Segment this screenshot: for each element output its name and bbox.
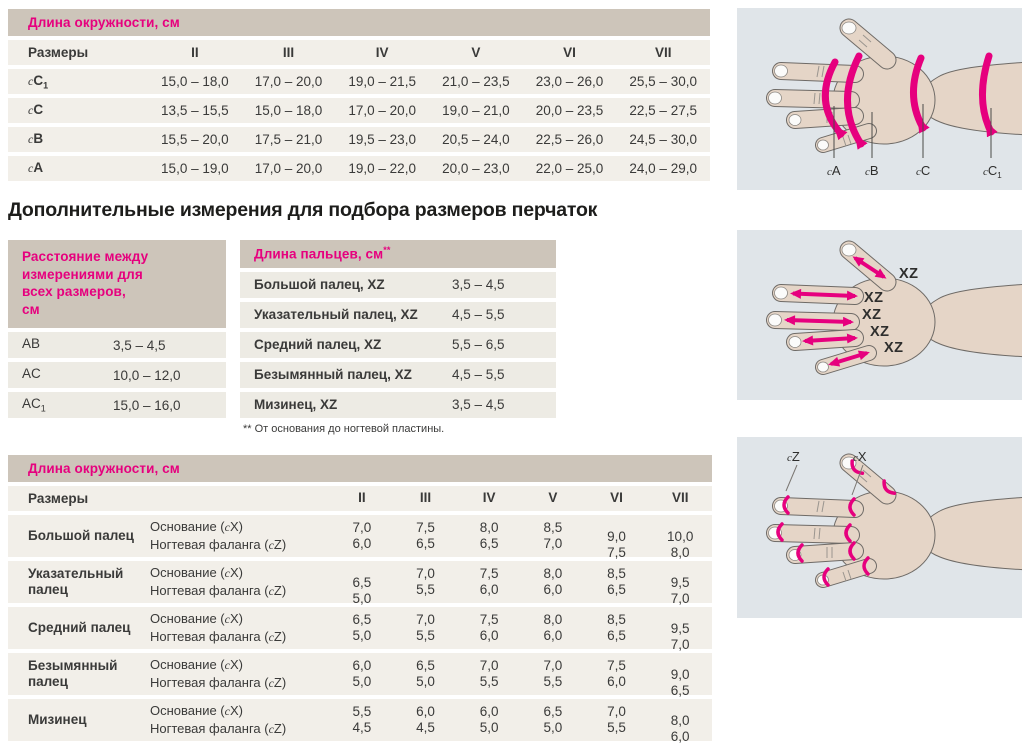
range-cell: 20,0 – 23,5 [535, 103, 604, 118]
table-title: Длина окружности, см [28, 461, 180, 476]
table-row [8, 127, 710, 152]
value-pair-cell: 8,0 6,0 [670, 712, 690, 744]
range-cell: 5,5 – 6,5 [452, 337, 505, 352]
row-label: Безымянный палец [28, 658, 118, 689]
measure-label-cA: cA [827, 163, 841, 178]
size-col-header: VI [610, 490, 623, 506]
table-row [240, 392, 556, 418]
hand-illustration [769, 457, 1023, 585]
value-pair-cell: 8,0 6,5 [479, 519, 499, 551]
range-cell: 4,5 – 5,5 [452, 367, 505, 382]
range-cell: 24,0 – 29,0 [629, 161, 697, 176]
row-label: cC [28, 101, 44, 117]
xz-label-pinky: XZ [884, 340, 904, 356]
table-row [8, 515, 712, 560]
size-col-header: IV [375, 45, 389, 60]
range-cell: 21,0 – 23,5 [442, 74, 510, 89]
value-pair-cell: 9,0 6,5 [670, 666, 690, 698]
range-cell: 15,0 – 18,0 [161, 74, 229, 89]
table-row [8, 332, 226, 358]
xz-label-middle: XZ [862, 307, 882, 323]
measure-labels: Основание (cX) Ногтевая фаланга (cZ) [150, 657, 287, 690]
hand-diagram-finger-circumferences [737, 437, 1022, 618]
value-pair-cell: 8,0 6,0 [543, 611, 563, 643]
value-pair-cell: 6,0 5,0 [479, 703, 499, 735]
xz-label-thumb: XZ [899, 266, 919, 282]
table-row [8, 699, 712, 744]
value-pair-cell: 6,5 5,0 [352, 611, 372, 643]
circumference-table-top [8, 9, 710, 181]
row-label: Мизинец [28, 712, 87, 727]
measure-label-cB: cB [865, 163, 879, 178]
size-col-header: IV [482, 490, 496, 506]
value-pair-cell: 7,0 5,5 [416, 565, 435, 597]
size-header-row [8, 40, 710, 65]
value-pair-cell: 9,0 7,5 [607, 528, 626, 560]
value-pair-cell: 8,0 6,0 [543, 565, 563, 597]
value-pair-cell: 7,0 5,5 [543, 657, 563, 689]
row-label: $cC_1$ [28, 72, 49, 91]
value-pair-cell: 6,0 5,0 [352, 657, 372, 689]
measure-labels: Основание (cX) Ногтевая фаланга (cZ) [150, 519, 287, 552]
range-cell: 15,0 – 18,0 [254, 103, 323, 118]
value-pair-cell: 8,5 6,5 [607, 565, 626, 597]
range-cell: 3,5 – 4,5 [452, 277, 505, 292]
range-cell: 20,0 – 23,0 [442, 161, 510, 176]
measure-label-cC1: $cC_1$ [983, 163, 1002, 180]
row-label: Большой палец [28, 528, 134, 543]
range-cell: 19,0 – 21,0 [442, 103, 510, 118]
table-row [8, 98, 710, 123]
row-label: Мизинец, XZ [254, 397, 338, 412]
range-cell: 13,5 – 15,5 [161, 103, 229, 118]
table-row [240, 332, 556, 358]
title-line: всех размеров, [22, 284, 126, 299]
table-row [8, 362, 226, 388]
range-cell: 17,5 – 21,0 [254, 132, 323, 147]
measure-label-cC: cC [916, 163, 931, 178]
row-label: cA [28, 159, 44, 175]
table-row [8, 561, 712, 606]
value-pair-cell: 7,0 5,5 [416, 611, 435, 643]
circumference-table-fingers [8, 455, 712, 744]
range-cell: 15,5 – 20,0 [161, 132, 229, 147]
size-header-row [8, 486, 712, 511]
value-pair-cell: 7,0 5,5 [607, 703, 626, 735]
range-cell: 22,5 – 26,0 [535, 132, 604, 147]
table-title-bar [8, 9, 710, 36]
range-cell: 19,0 – 21,5 [348, 74, 416, 89]
title-line: измерениями для [22, 266, 143, 282]
section-title: Дополнительные измерения для подбора размеров перчаток [8, 199, 598, 221]
value-pair-cell: 10,0 8,0 [667, 528, 694, 560]
range-cell: 17,0 – 20,0 [254, 74, 323, 89]
value-pair-cell: 6,0 4,5 [416, 703, 435, 735]
value-pair-cell: 8,5 6,5 [607, 611, 626, 643]
table-title: Длина окружности, см [28, 15, 180, 30]
table-row [8, 69, 710, 94]
size-col-header: VII [671, 490, 689, 506]
size-col-header: II [358, 490, 366, 506]
sizes-label: Размеры [28, 491, 89, 506]
title-line: Расстояние между [22, 249, 149, 264]
range-cell: 19,0 – 22,0 [348, 161, 416, 176]
value-pair-cell: 6,5 5,0 [352, 574, 372, 606]
range-cell: 17,0 – 20,0 [348, 103, 416, 118]
row-label: AC [22, 366, 41, 382]
size-col-header: II [191, 45, 199, 60]
range-cell: 15,0 – 16,0 [113, 397, 181, 413]
range-cell: 3,5 – 4,5 [452, 397, 505, 412]
table-title-bar [8, 240, 226, 328]
table-title-bar [8, 455, 712, 482]
value-pair-cell: 8,5 7,0 [543, 519, 563, 551]
measure-label-cZ: cZ [787, 449, 800, 464]
range-cell: 24,5 – 30,0 [629, 132, 697, 147]
table-row [240, 302, 556, 328]
value-pair-cell: 7,5 6,5 [416, 519, 435, 551]
measure-labels: Основание (cX) Ногтевая фаланга (cZ) [150, 565, 287, 598]
table-row [8, 392, 226, 418]
footnote: ** От основания до ногтевой пластины. [243, 423, 445, 435]
range-cell: 25,5 – 30,0 [629, 74, 697, 89]
row-label: Безымянный палец, XZ [254, 367, 412, 382]
range-cell: 15,0 – 19,0 [161, 161, 229, 176]
table-title-bar: Длина пальцев, см** [240, 240, 556, 268]
size-col-header: VII [654, 45, 672, 60]
sizes-label: Размеры [28, 45, 89, 60]
size-col-header: III [282, 45, 295, 60]
size-col-header: V [471, 45, 481, 60]
row-label: Средний палец [28, 620, 131, 635]
range-cell: 22,5 – 27,5 [629, 103, 697, 118]
table-row [240, 362, 556, 388]
row-label: Средний палец, XZ [254, 337, 382, 352]
title-line: см [22, 301, 40, 317]
size-col-header: VI [563, 45, 576, 60]
distance-table [8, 240, 226, 418]
row-label: AB [22, 336, 41, 352]
value-pair-cell: 9,5 7,0 [670, 574, 690, 606]
xz-label-ring: XZ [870, 324, 890, 340]
range-cell: 23,0 – 26,0 [535, 74, 604, 89]
measure-labels: Основание (cX) Ногтевая фаланга (cZ) [150, 703, 287, 736]
value-pair-cell: 9,5 7,0 [670, 620, 690, 652]
row-label: Указательный палец [28, 566, 124, 597]
size-col-header: V [548, 490, 558, 506]
table-row [240, 272, 556, 298]
size-col-header: III [419, 490, 432, 506]
value-pair-cell: 6,5 5,0 [416, 657, 435, 689]
table-title: Длина пальцев, см [254, 246, 384, 262]
range-cell: 20,5 – 24,0 [442, 132, 510, 147]
value-pair-cell: 5,5 4,5 [352, 703, 372, 735]
table-row [8, 653, 712, 698]
xz-label-index: XZ [864, 290, 884, 306]
value-pair-cell: 7,5 6,0 [607, 657, 626, 689]
range-cell: 4,5 – 5,5 [452, 307, 505, 322]
value-pair-cell: 7,0 6,0 [352, 519, 372, 551]
measure-label-cX: cX [853, 449, 867, 464]
value-pair-cell: 6,5 5,0 [543, 703, 563, 735]
range-cell: 19,5 – 23,0 [348, 132, 416, 147]
hand-diagram-circumferences [737, 8, 1022, 190]
range-cell: 22,0 – 25,0 [535, 161, 604, 176]
measure-labels: Основание (cX) Ногтевая фаланга (cZ) [150, 611, 287, 644]
finger-length-table [240, 240, 556, 418]
row-label: cB [28, 130, 44, 146]
value-pair-cell: 7,5 6,0 [479, 611, 499, 643]
table-row [8, 607, 712, 652]
range-cell: 3,5 – 4,5 [113, 337, 166, 353]
value-pair-cell: 7,0 5,5 [479, 657, 499, 689]
row-label: $AC_1$ [22, 396, 46, 414]
row-label: Указательный палец, XZ [254, 307, 418, 322]
range-cell: 10,0 – 12,0 [113, 367, 181, 383]
range-cell: 17,0 – 20,0 [254, 161, 323, 176]
hand-diagram-finger-lengths [737, 230, 1022, 400]
value-pair-cell: 7,5 6,0 [479, 565, 499, 597]
table-row [8, 156, 710, 181]
row-label: Большой палец, XZ [254, 277, 385, 292]
